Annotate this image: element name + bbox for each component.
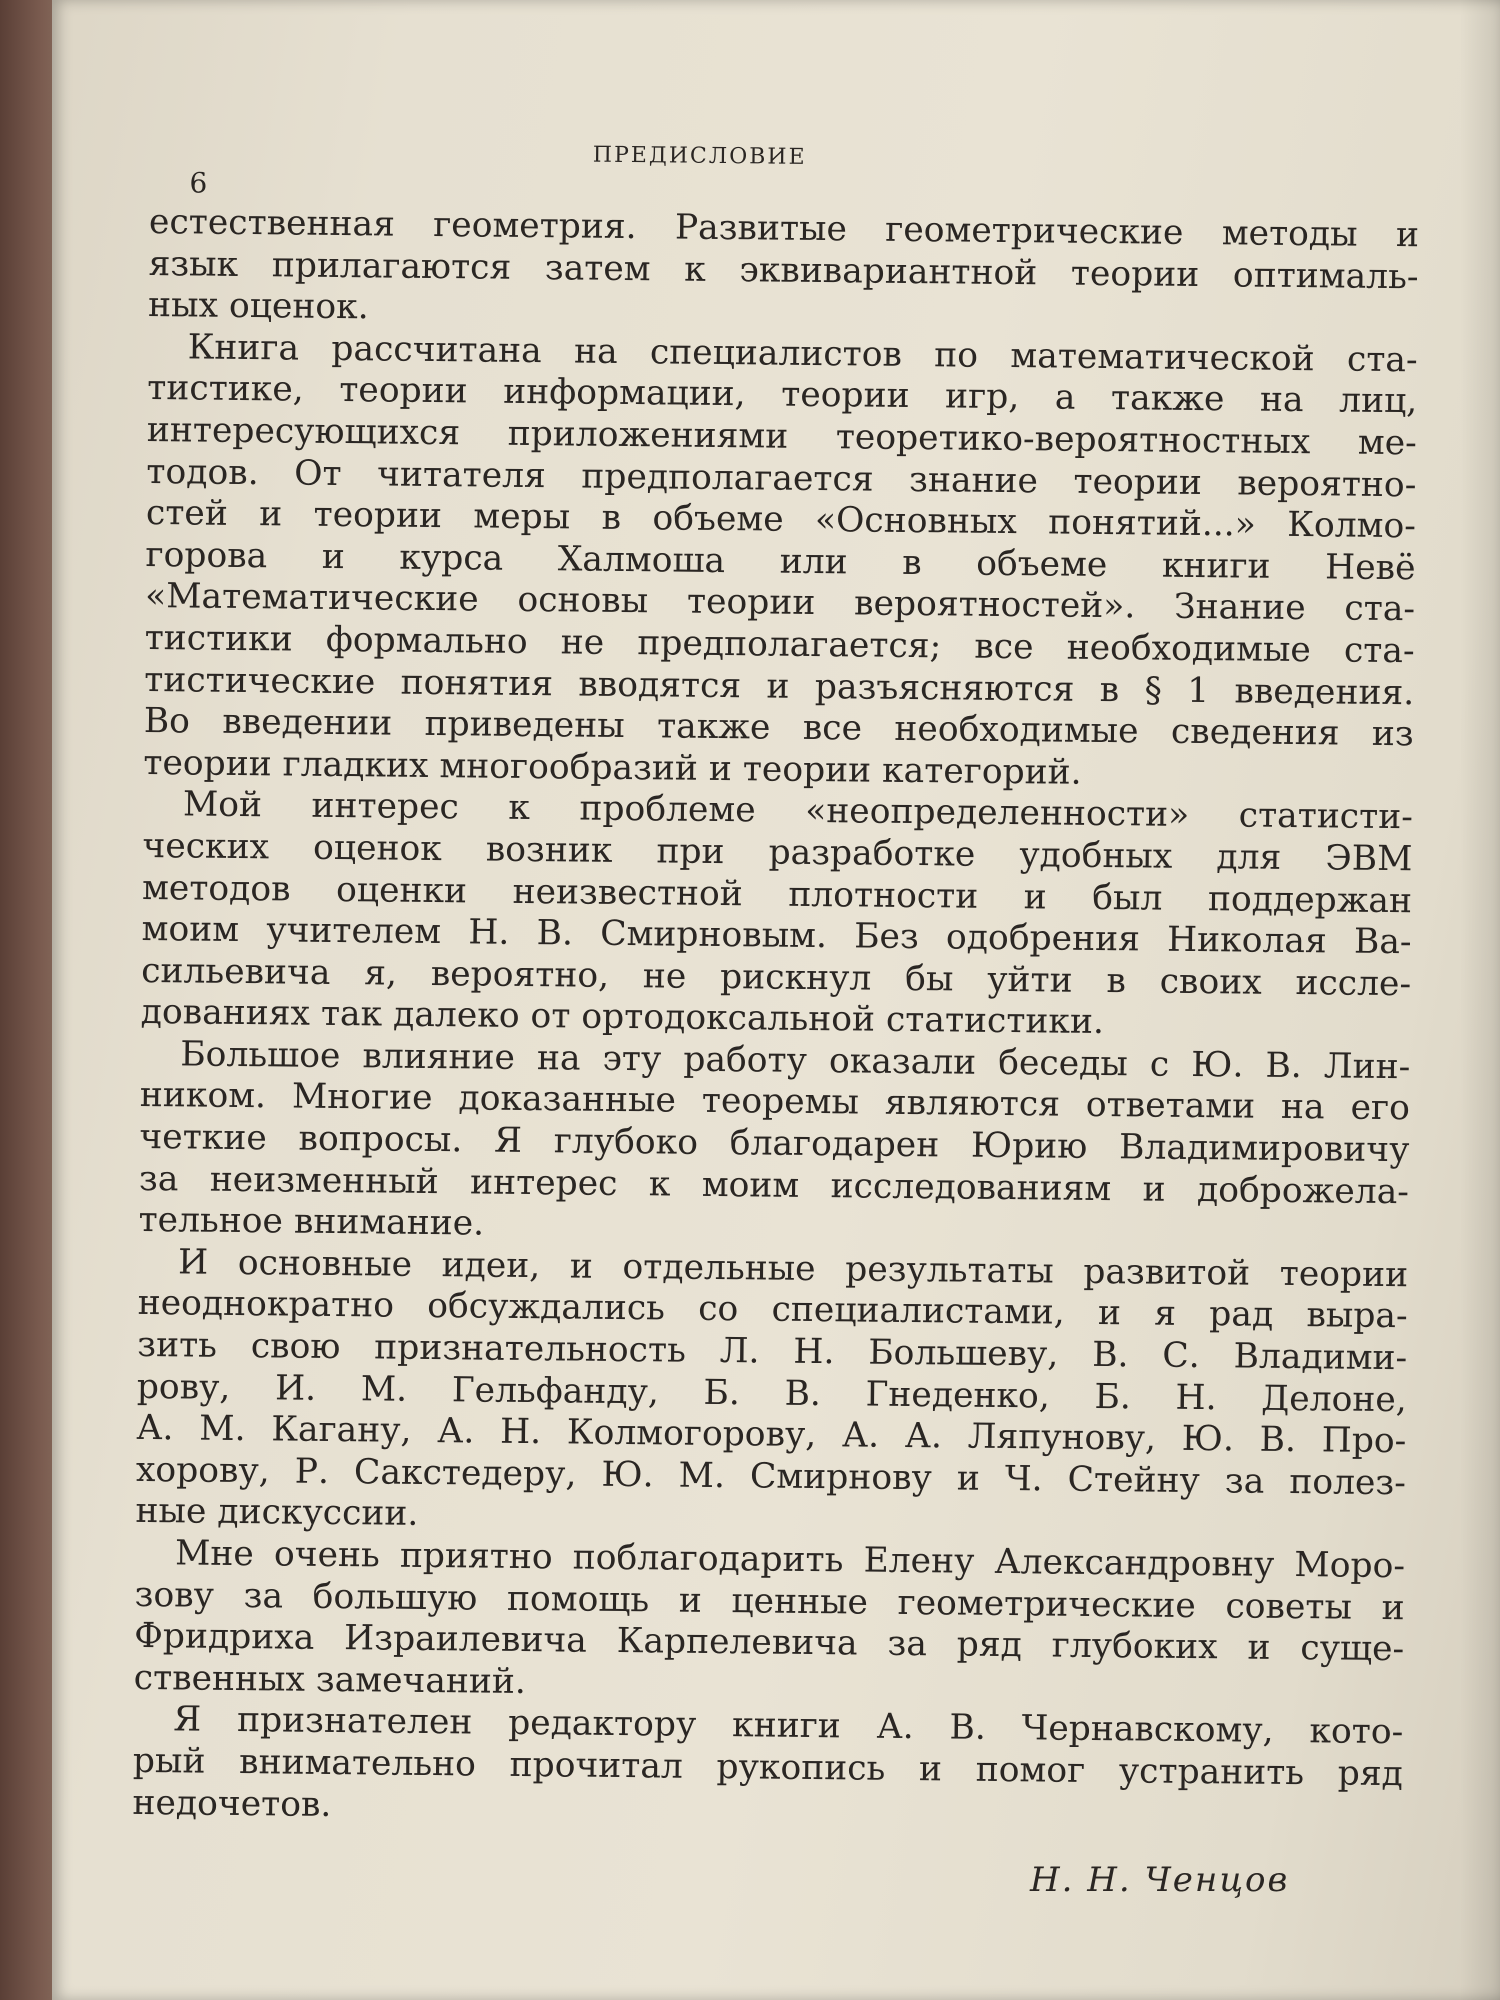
text-line: тельное внимание.: [138, 1200, 485, 1244]
text-line: естественная геометрия. Развитые геометрические методы и: [148, 201, 1420, 256]
text-line: недочетов.: [132, 1782, 332, 1825]
page-shadow: [1460, 0, 1500, 2000]
text-line: ных оценок.: [147, 285, 369, 328]
body-text: [132, 202, 1419, 1837]
paragraph: [138, 1034, 1410, 1255]
text-line: тистики формально не предполагается; все необходимые ста-: [144, 617, 1415, 672]
text-line: четкие вопросы. Я глубоко благодарен Юрию Владимировичу: [139, 1117, 1410, 1171]
text-line: Я признателен редактору книги А. В. Чернавскому, кото-: [173, 1699, 1404, 1753]
text-line: Мне очень приятно поблагодарить Елену Александровну Моро-: [174, 1533, 1406, 1587]
text-line: горова и курса Халмоша или в объеме книги Невё: [145, 534, 1416, 589]
author-signature: Н. Н. Ченцов: [1030, 1860, 1290, 1900]
text-line: зить свою признательность Л. Н. Большеву, В. С. Владими-: [137, 1324, 1408, 1379]
text-line: Фридриха Израилевича Карпелевича за ряд глубоких и суще-: [134, 1616, 1405, 1670]
text-line: зову за большую помощь и ценные геометрические советы и: [134, 1574, 1405, 1628]
text-line: ственных замечаний.: [133, 1657, 527, 1702]
paragraph: [134, 1533, 1406, 1713]
text-line: ником. Многие доказанные теоремы являются ответами на его: [139, 1075, 1411, 1129]
text-line: ческих оценок возник при разработке удобных для ЭВМ: [142, 825, 1413, 880]
page-number: 6: [189, 166, 209, 200]
text-line: язык прилагаются затем к эквивариантной теории оптималь-: [148, 243, 1419, 297]
text-line: А. М. Кагану, А. Н. Колмогорову, А. А. Ляпунову, Ю. В. Про-: [136, 1408, 1407, 1462]
paragraph: [141, 784, 1414, 1047]
text-line: Во введении приведены также все необходимые сведения из: [143, 701, 1414, 755]
paragraph: [132, 1699, 1403, 1837]
text-line: за неизменный интерес к моим исследованиям и доброжела-: [138, 1158, 1410, 1212]
text-line: хорову, Р. Сакстедеру, Ю. М. Смирнову и Ч. Стейну за полез-: [135, 1449, 1407, 1504]
text-line: рову, И. М. Гельфанду, Б. В. Гнеденко, Б. Н. Делоне,: [136, 1366, 1407, 1420]
running-head: ПРЕДИСЛОВИЕ: [592, 142, 807, 170]
text-line: тодов. От читателя предполагается знание теории вероятно-: [146, 451, 1417, 505]
text-line: моим учителем Н. В. Смирновым. Без одобрения Николая Ва-: [141, 909, 1412, 963]
text-line: ные дискуссии.: [135, 1491, 419, 1535]
text-line: Большое влияние на эту работу оказали беседы с Ю. В. Лин-: [180, 1034, 1411, 1088]
text-line: стей и теории меры в объеме «Основных понятий...» Колмо-: [145, 493, 1417, 547]
text-line: Мой интерес к проблеме «неопределенности» статисти-: [182, 784, 1414, 838]
paragraph: [148, 202, 1419, 340]
text-line: интересующихся приложениями теоретико-вероятностных ме-: [146, 409, 1417, 464]
text-line: Книга рассчитана на специалистов по математической ста-: [187, 327, 1418, 381]
text-line: дованиях так далеко от ортодоксальной статистики.: [140, 992, 1105, 1043]
page-header: [149, 130, 1420, 203]
text-line: теории гладких многообразий и теории категорий.: [143, 742, 1082, 793]
text-line: методов оценки неизвестной плотности и был поддержан: [141, 867, 1413, 921]
text-line: рый внимательно прочитал рукопись и помог устранить ряд: [132, 1740, 1404, 1795]
text-line: тистике, теории информации, теории игр, а также на лиц,: [147, 368, 1418, 422]
paragraph: [143, 327, 1418, 798]
text-line: неоднократно обсуждались со специалистами, и я рад выра-: [137, 1283, 1408, 1337]
text-line: сильевича я, вероятно, не рискнул бы уйти в своих иссле-: [140, 950, 1412, 1004]
text-line: «Математические основы теории вероятностей». Знание ста-: [144, 576, 1416, 630]
text-line: И основные идеи, и отдельные результаты развитой теории: [177, 1242, 1409, 1296]
paragraph: [135, 1242, 1408, 1546]
text-line: тистические понятия вводятся и разъясняются в § 1 введения.: [144, 659, 1415, 713]
page-text-block: [132, 130, 1420, 1837]
